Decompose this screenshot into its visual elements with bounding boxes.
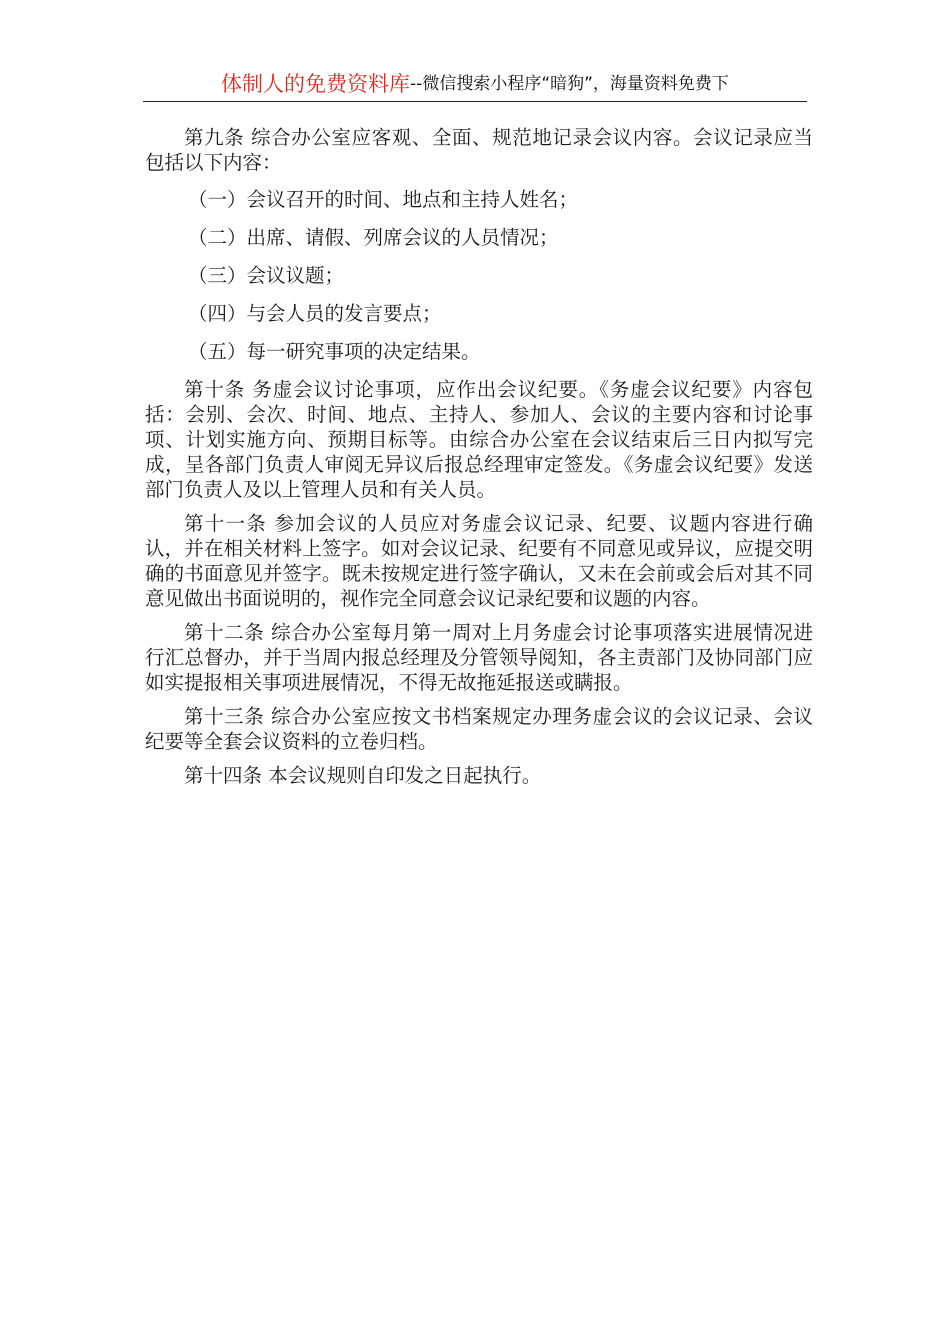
article-13: 第十三条 综合办公室应按文书档案规定办理务虚会议的会议记录、会议纪要等全套会议资料的立卷归档。	[145, 705, 813, 753]
article-9-list	[145, 187, 813, 364]
list-item: （二）出席、请假、列席会议的人员情况；	[188, 226, 559, 249]
header-brand: 体制人的免费资料库	[221, 72, 411, 96]
list-item: （五）每一研究事项的决定结果。	[188, 340, 481, 363]
list-item: （四）与会人员的发言要点；	[188, 302, 442, 325]
article-12: 第十二条 综合办公室每月第一周对上月务虚会讨论事项落实进展情况进行汇总督办，并于当周内报总经理及分管领导阅知，各主责部门及协同部门应如实提报相关事项进展情况，不得无故拖延报送或瞒报。	[145, 621, 813, 694]
page-header	[143, 68, 807, 102]
article-14: 第十四条 本会议规则自印发之日起执行。	[184, 764, 542, 787]
article-11: 第十一条 参加会议的人员应对务虚会议记录、纪要、议题内容进行确认，并在相关材料上签字。如对会议记录、纪要有不同意见或异议，应提交明确的书面意见并签字。既未按规定进行签字确认，又未在会前或会后对其不同意见做出书面说明的，视作完全同意会议记录纪要和议题的内容。	[145, 512, 813, 610]
article-10: 第十条 务虚会议讨论事项，应作出会议纪要。《务虚会议纪要》内容包括：会别、会次、时间、地点、主持人、参加人、会议的主要内容和讨论事项、计划实施方向、预期目标等。由综合办公室在会议结束后三日内拟写完成，呈各部门负责人审阅无异议后报总经理审定签发。《务虚会议纪要》发送部门负责人及以上管理人员和有关人员。	[145, 378, 813, 501]
document-body	[145, 125, 813, 797]
list-item: （三）会议议题；	[188, 264, 345, 287]
list-item: （一）会议召开的时间、地点和主持人姓名；	[188, 188, 579, 211]
header-tagline: --微信搜索小程序“暗狗”，海量资料免费下	[410, 74, 729, 94]
article-9: 第九条 综合办公室应客观、全面、规范地记录会议内容。会议记录应当包括以下内容：	[145, 126, 813, 174]
